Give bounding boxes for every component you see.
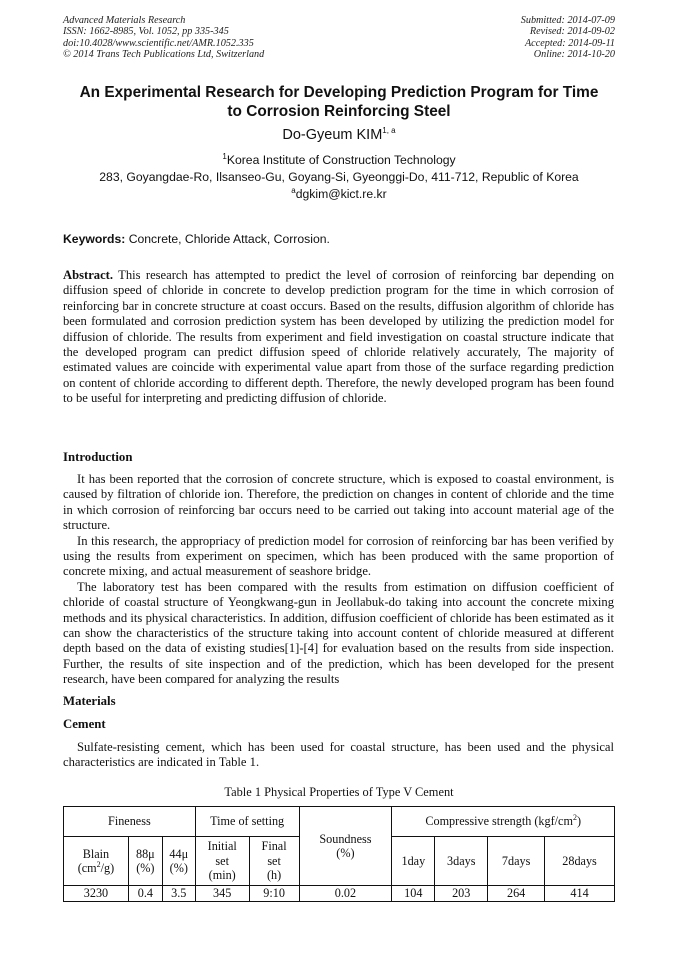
title-line-1: An Experimental Research for Developing Prediction Program for Time (79, 84, 599, 101)
abstract-text: This research has attempted to predict the level of corrosion of reinforcing bar depending on diffusion speed of chloride in concrete to develop prediction program for the time in which corrosion of reinforcing bar in concrete structure at coast occurs. Based on the results, diffusion algorithm of chloride has been formulated and corrosion prediction system has been developed by utilizing the prediction model for diffusion of chloride. The results from experiment and field investigation on coastal structure indicate that the developed program can predict diffusion speed of chloride relatively accurately, The majority of estimated values are coincide with experimental value apart from those of the surface regarding prediction on content of chloride according to different depth. Therefore, the newly developed program has been found to be useful for interpreting and predicting diffusion of chloride. (63, 268, 614, 406)
blain-value: 3230 (64, 886, 129, 902)
cement-properties-table (63, 806, 615, 902)
email-link[interactable]: dgkim@kict.re.kr (295, 187, 387, 201)
journal-issn: ISSN: 1662-8985, Vol. 1052, pp 335-345 (63, 26, 229, 38)
date-accepted: Accepted: 2014-09-11 (524, 37, 615, 49)
table-header-row-1 (64, 807, 615, 837)
title-line-2: to Corrosion Reinforcing Steel (227, 102, 451, 120)
final-set-line-2: set (267, 853, 281, 868)
soundness-header (299, 807, 392, 886)
sieve-44-value: 3.5 (162, 886, 195, 902)
table-caption: Table 1 Physical Properties of Type V Cement (224, 785, 454, 799)
strength-7days-value: 264 (488, 886, 545, 902)
introduction-heading: Introduction (63, 450, 133, 464)
compressive-label: Compressive strength (kgf/cm (425, 814, 573, 829)
sieve-88-header (128, 837, 162, 886)
strength-1day-value: 104 (392, 886, 435, 902)
soundness-value: 0.02 (299, 886, 392, 902)
sieve-88-value: 0.4 (128, 886, 162, 902)
day-7-header: 7days (488, 837, 545, 886)
affiliation-address: 283, Goyangdae-Ro, Ilsanseo-Gu, Goyang-Si, Gyeonggi-Do, 411-712, Republic of Korea (99, 169, 579, 184)
intro-paragraph-3: The laboratory test has been compared with the results from estimation on diffusion coefficient of chloride of coastal structure of Yeongkwang-gun in Jeollabuk-do taking into account the concrete mixing methods and its physical characteristics. In addition, diffusion coefficient of chloride has been estimated as it can show the characteristics of the structure taking into account content of chloride measured at different depth based on the data of existing studies[1]-[4] for evaluation based on the results from side inspection. Further, the results of site inspection and of the prediction, which has been developed for the present research, have been compared for analyzing the results (63, 579, 614, 687)
final-set-line-3: (h) (266, 868, 282, 883)
final-set-line-1: Final (261, 839, 287, 854)
date-online: Online: 2014-10-20 (533, 49, 615, 61)
author-email (0, 187, 678, 201)
intro-paragraph-1: It has been reported that the corrosion of concrete structure, which is exposed to coastal environment, is caused by filtration of chloride ion. Therefore, the prediction on changes in content of chloride and the time in which corrosion of reinforcing bar occurs need to be carried out taking into account material age of the structure. (63, 472, 614, 533)
soundness-unit: (%) (336, 846, 355, 860)
sieve-88-unit: (%) (136, 861, 155, 875)
initial-set-line-2: set (215, 853, 229, 868)
affiliation (0, 152, 678, 185)
day-3-header: 3days (435, 837, 488, 886)
blain-unit (65, 861, 127, 876)
initial-set-line-1: Initial (207, 839, 237, 854)
compressive-strength-header (392, 807, 615, 837)
day-28-header: 28days (545, 837, 615, 886)
cement-paragraph: Sulfate-resisting cement, which has been used for coastal structure, has been used and the physical characteristics are indicated in Table 1. (63, 740, 614, 770)
materials-heading: Materials (63, 694, 116, 708)
journal-copyright: © 2014 Trans Tech Publications Ltd, Switzerland (63, 49, 265, 61)
sieve-44-header (162, 837, 195, 886)
cement-subheading: Cement (63, 717, 106, 731)
affiliation-institute: Korea Institute of Construction Technology (226, 153, 456, 167)
email-marker: a (291, 185, 296, 195)
compressive-label-close: ) (576, 814, 581, 829)
initial-set-line-3: (min) (208, 868, 236, 883)
abstract-label: Abstract. (63, 268, 114, 282)
sieve-88-label: 88μ (135, 846, 155, 861)
author-affiliation-marker: 1, a (382, 126, 396, 136)
keywords-label: Keywords: (63, 232, 126, 246)
blain-unit-exponent: 2 (96, 859, 101, 869)
affiliation-line-1 (0, 152, 678, 169)
journal-info (63, 15, 264, 61)
paper-title (40, 84, 638, 121)
final-set-value: 9:10 (249, 886, 299, 902)
journal-doi[interactable]: doi:10.4028/www.scientific.net/AMR.1052.335 (63, 37, 254, 49)
strength-28days-value: 414 (545, 886, 615, 902)
compressive-unit-exponent: 2 (572, 813, 577, 823)
submission-dates (521, 15, 615, 61)
abstract (63, 268, 614, 407)
keywords (63, 232, 330, 246)
blain-unit-suffix: /g) (100, 861, 115, 875)
blain-header (64, 837, 129, 886)
keywords-list: Concrete, Chloride Attack, Corrosion. (128, 232, 330, 246)
author (0, 127, 678, 143)
date-revised: Revised: 2014-09-02 (529, 26, 615, 38)
soundness-label: Soundness (319, 831, 372, 846)
final-set-header (249, 837, 299, 886)
date-submitted: Submitted: 2014-07-09 (520, 15, 615, 26)
author-name: Do-Gyeum KIM (282, 127, 383, 143)
table-row (64, 886, 615, 902)
sieve-44-unit: (%) (169, 861, 188, 875)
introduction-body (63, 472, 614, 688)
day-1-header: 1day (392, 837, 435, 886)
initial-set-value: 345 (195, 886, 249, 902)
blain-unit-prefix: (cm (77, 861, 97, 875)
setting-time-header: Time of setting (195, 807, 299, 837)
fineness-header: Fineness (64, 807, 196, 837)
blain-label: Blain (82, 846, 110, 861)
affiliation-marker: 1 (222, 151, 227, 161)
sieve-44-label: 44μ (169, 846, 189, 861)
journal-name: Advanced Materials Research (63, 15, 186, 26)
intro-paragraph-2: In this research, the appropriacy of prediction model for corrosion of reinforcing bar has been verified by using the results from experiment on specimen, which has been produced with the same proportion of concrete mixing, and actual measurement of seashore bridge. (63, 533, 614, 579)
initial-set-header (195, 837, 249, 886)
strength-3days-value: 203 (435, 886, 488, 902)
